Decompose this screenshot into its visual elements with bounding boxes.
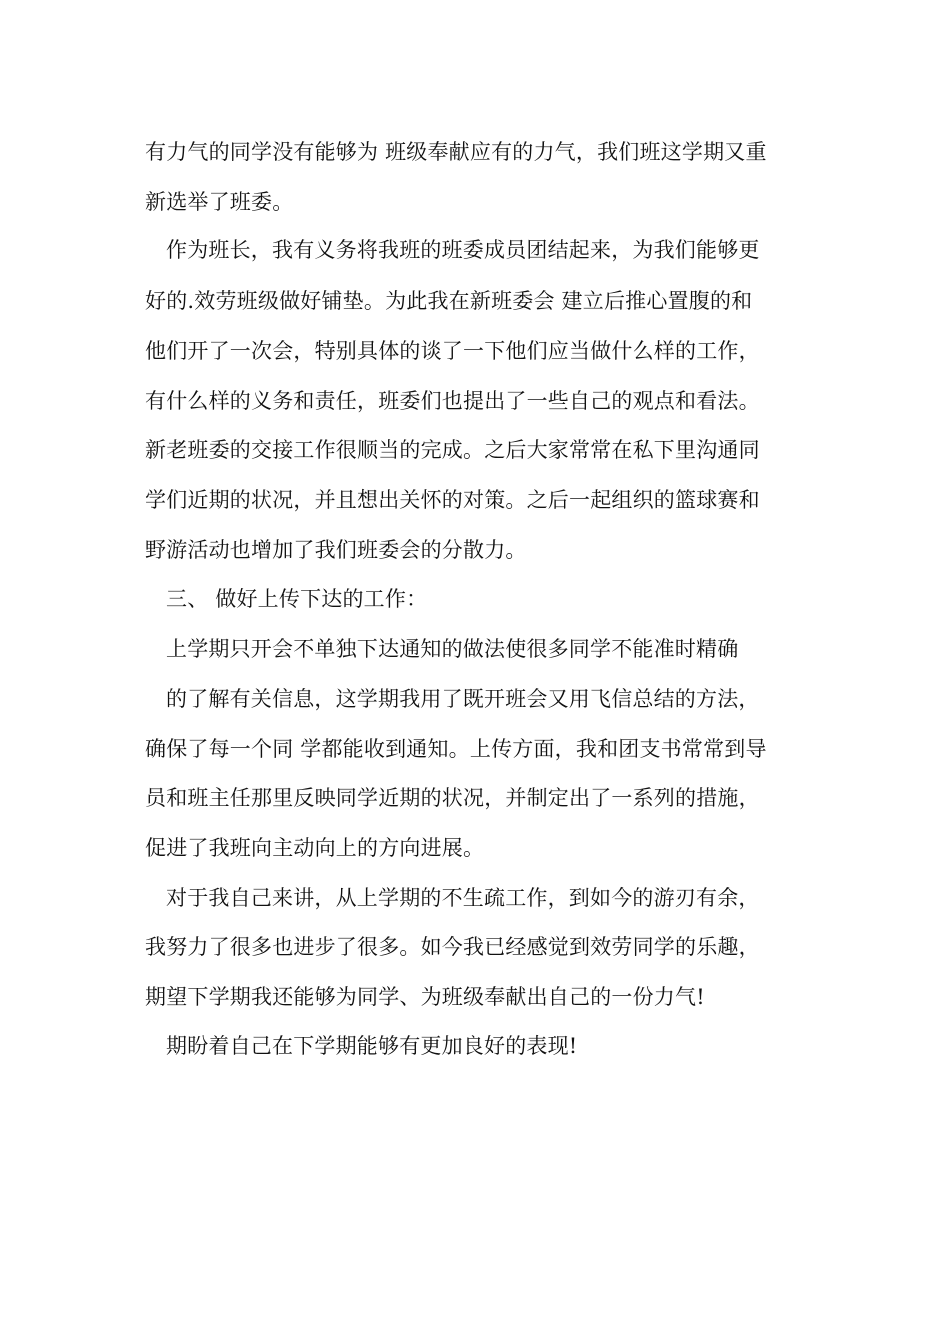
text-line: 对于我自己来讲，从上学期的不生疏工作，到如今的游刃有余， [166,886,760,910]
text-line: 上学期只开会不单独下达通知的做法使很多同学不能准时精确 [166,637,739,661]
text-line: 作为班长，我有义务将我班的班委成员团结起来，为我们能够更 [166,238,760,262]
text-line: 员和班主任那里反映同学近期的状况，并制定出了一系列的措施， [145,786,760,810]
section-heading: 三、 做好上传下达的工作： [166,587,428,611]
text-line: 野游活动也增加了我们班委会的分散力。 [145,538,527,562]
text-line: 有什么样的义务和责任，班委们也提出了一些自己的观点和看法。 [145,389,760,413]
text-line: 期盼着自己在下学期能够有更加良好的表现! [166,1034,578,1058]
text-line: 他们开了一次会，特别具体的谈了一下他们应当做什么样的工作， [145,339,760,363]
text-line: 好的.效劳班级做好铺垫。为此我在新班委会 建立后推心置腹的和 [145,289,753,313]
text-line: 期望下学期我还能够为同学、为班级奉献出自己的一份力气! [145,985,705,1009]
text-line: 新老班委的交接工作很顺当的完成。之后大家常常在私下里沟通同 [145,438,760,462]
text-line: 我努力了很多也进步了很多。如今我已经感觉到效劳同学的乐趣， [145,935,760,959]
text-line: 有力气的同学没有能够为 班级奉献应有的力气，我们班这学期又重 [145,140,767,164]
text-line: 确保了每一个同 学都能收到通知。上传方面，我和团支书常常到导 [145,737,767,761]
text-line: 新选举了班委。 [145,190,294,214]
text-line: 促进了我班向主动向上的方向进展。 [145,836,485,860]
text-line: 学们近期的状况，并且想出关怀的对策。之后一起组织的篮球赛和 [145,488,760,512]
text-line: 的了解有关信息，这学期我用了既开班会又用飞信总结的方法， [166,687,760,711]
